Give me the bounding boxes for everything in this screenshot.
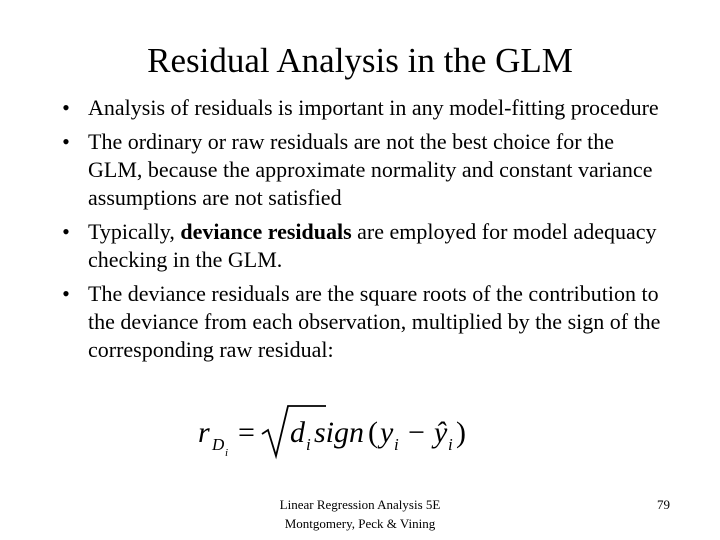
formula-equals: = [238,416,255,449]
bullet-item [56,94,666,122]
formula-d: d [290,416,305,449]
formula-r-sub-i: i [225,447,229,459]
bullet-item [56,128,666,212]
bullet-item [56,280,666,364]
footer-credit [240,495,480,533]
bullet-text: The deviance residuals are the square roots of the contribution to the deviance from each observation, multiplied by the sign of the corresponding raw residual: [88,281,661,362]
formula-r: r [198,416,210,449]
formula-y-sub-i: i [394,435,399,454]
formula-y: y [380,416,394,449]
bullet-dot-icon: • [62,281,70,306]
deviance-residual-formula [190,400,490,464]
formula-open-paren: ( [368,416,378,449]
bullet-text: Analysis of residuals is important in any model-fitting procedure [88,95,659,120]
bullet-item [56,218,666,274]
bullet-list [56,94,666,370]
bullet-text: The ordinary or raw residuals are not the best choice for the GLM, because the approximate normality and constant variance assumptions are not satisfied [88,129,653,210]
bullet-dot-icon: • [62,219,70,244]
bullet-text: Typically, [88,219,181,244]
bullet-dot-icon: • [62,129,70,154]
footer-line-1: Linear Regression Analysis 5E [279,497,441,512]
formula-close-paren: ) [456,416,466,449]
formula-yhat: ŷ [434,416,448,449]
page-title: Residual Analysis in the GLM [147,41,573,80]
bullet-dot-icon: • [62,95,70,120]
formula-r-sub-d: D [212,435,225,454]
formula-sign: sign [314,416,365,449]
bullet-text: are employed for model adequacy checking in the GLM. [88,219,657,272]
formula-d-sub-i: i [306,435,311,454]
footer-line-2: Montgomery, Peck & Vining [284,516,436,531]
formula-minus: − [408,416,425,449]
formula-yhat-sub-i: i [448,435,453,454]
bullet-text-bold: deviance residuals [180,219,352,244]
page-number: 79 [657,497,670,512]
